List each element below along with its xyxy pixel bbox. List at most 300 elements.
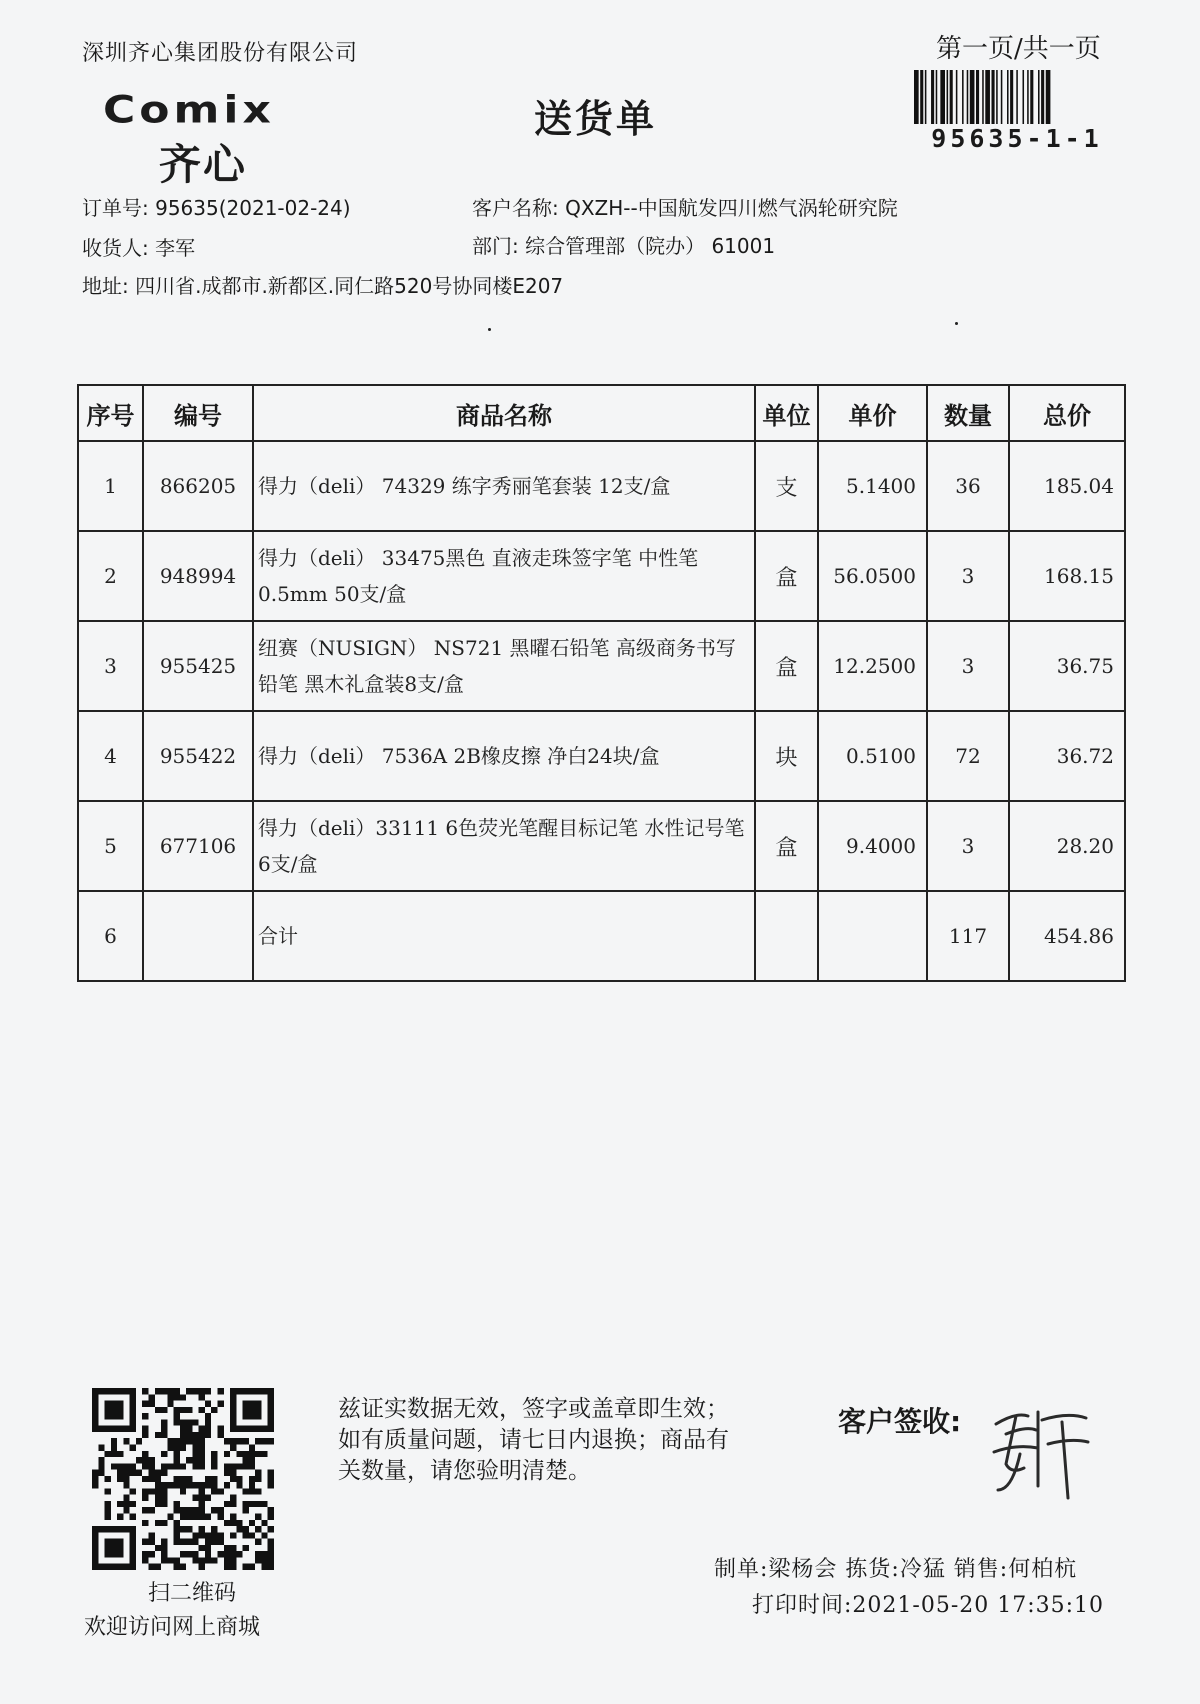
barcode-bar <box>1046 70 1051 124</box>
qr-module <box>148 1457 154 1463</box>
customer-signature-label: 客户签收: <box>838 1405 962 1438</box>
qr-module <box>111 1426 117 1432</box>
qr-module <box>111 1444 117 1450</box>
qr-module <box>180 1476 186 1482</box>
cell-total: 36.72 <box>1009 711 1125 801</box>
qr-module <box>199 1532 205 1538</box>
qr-module <box>268 1401 274 1407</box>
qr-module <box>105 1501 111 1507</box>
qr-module <box>130 1514 136 1520</box>
qr-caption-mall: 欢迎访问网上商城 <box>84 1615 261 1640</box>
qr-module <box>218 1388 224 1394</box>
qr-module <box>180 1564 186 1570</box>
qr-module <box>268 1539 274 1545</box>
header-unit: 单位 <box>755 385 818 441</box>
qr-module <box>148 1488 154 1494</box>
qr-module <box>186 1432 192 1438</box>
qr-module <box>130 1564 136 1570</box>
qr-module <box>230 1545 236 1551</box>
qr-module <box>243 1426 249 1432</box>
qr-module <box>123 1501 129 1507</box>
qr-module <box>199 1495 205 1501</box>
table-row-summary <box>78 891 1125 981</box>
qr-module <box>192 1419 198 1425</box>
qr-module <box>117 1413 123 1419</box>
qr-module <box>148 1470 154 1476</box>
qr-module <box>230 1557 236 1563</box>
qr-module <box>249 1388 255 1394</box>
address: 地址: 四川省.成都市.新都区.同仁路520号协同楼E207 <box>82 274 564 298</box>
qr-module <box>180 1419 186 1425</box>
qr-module <box>268 1507 274 1513</box>
cell-seq: 1 <box>78 441 143 531</box>
qr-module <box>105 1426 111 1432</box>
qr-module <box>268 1476 274 1482</box>
qr-module <box>167 1401 173 1407</box>
qr-module <box>205 1539 211 1545</box>
qr-module <box>261 1426 267 1432</box>
qr-module <box>211 1526 217 1532</box>
qr-module <box>205 1514 211 1520</box>
qr-module <box>230 1407 236 1413</box>
qr-module <box>199 1432 205 1438</box>
qr-module <box>218 1532 224 1538</box>
qr-module <box>111 1526 117 1532</box>
qr-module <box>255 1526 261 1532</box>
print-time: 打印时间:2021-05-20 17:35:10 <box>752 1593 1105 1618</box>
qr-module <box>142 1457 148 1463</box>
qr-module <box>148 1539 154 1545</box>
qr-module <box>230 1463 236 1469</box>
qr-module <box>268 1426 274 1432</box>
qr-module <box>268 1557 274 1563</box>
qr-module <box>117 1501 123 1507</box>
qr-module <box>199 1482 205 1488</box>
qr-module <box>192 1438 198 1444</box>
qr-module <box>111 1407 117 1413</box>
barcode-bar <box>925 70 927 124</box>
qr-module <box>261 1501 267 1507</box>
cell-total: 454.86 <box>1009 891 1125 981</box>
qr-module <box>111 1401 117 1407</box>
qr-module <box>255 1438 261 1444</box>
qr-module <box>243 1451 249 1457</box>
qr-module <box>123 1507 129 1513</box>
qr-module <box>180 1488 186 1494</box>
cell-code: 948994 <box>143 531 253 621</box>
barcode-bar <box>936 70 938 124</box>
qr-module <box>92 1476 98 1482</box>
qr-module <box>205 1482 211 1488</box>
cell-qty: 72 <box>927 711 1009 801</box>
qr-module <box>230 1394 236 1400</box>
qr-module <box>192 1482 198 1488</box>
cell-qty: 36 <box>927 441 1009 531</box>
qr-module <box>105 1388 111 1394</box>
qr-module <box>249 1451 255 1457</box>
qr-module <box>174 1520 180 1526</box>
qr-module <box>249 1482 255 1488</box>
qr-module <box>249 1501 255 1507</box>
qr-module <box>224 1551 230 1557</box>
qr-module <box>180 1507 186 1513</box>
qr-module <box>123 1388 129 1394</box>
qr-module <box>155 1564 161 1570</box>
qr-module <box>111 1463 117 1469</box>
qr-module <box>236 1451 242 1457</box>
barcode-bar <box>962 70 964 124</box>
qr-module <box>117 1388 123 1394</box>
qr-module <box>230 1564 236 1570</box>
qr-module <box>243 1413 249 1419</box>
qr-module <box>111 1539 117 1545</box>
qr-module <box>249 1520 255 1526</box>
qr-module <box>92 1426 98 1432</box>
qr-module <box>142 1451 148 1457</box>
qr-module <box>105 1401 111 1407</box>
department: 部门: 综合管理部（院办） 61001 <box>472 234 776 258</box>
qr-module <box>148 1401 154 1407</box>
qr-module <box>243 1545 249 1551</box>
qr-module <box>243 1501 249 1507</box>
qr-module <box>236 1438 242 1444</box>
qr-module <box>98 1526 104 1532</box>
qr-module <box>230 1520 236 1526</box>
qr-module <box>249 1532 255 1538</box>
cell-price: 5.1400 <box>818 441 927 531</box>
qr-module <box>211 1507 217 1513</box>
qr-module <box>161 1407 167 1413</box>
qr-module <box>174 1438 180 1444</box>
qr-module <box>155 1407 161 1413</box>
barcode-bar <box>1030 70 1033 124</box>
qr-module <box>199 1394 205 1400</box>
qr-module <box>224 1557 230 1563</box>
qr-module <box>111 1438 117 1444</box>
qr-module <box>230 1532 236 1538</box>
qr-module <box>218 1514 224 1520</box>
qr-module <box>224 1482 230 1488</box>
qr-module <box>199 1526 205 1532</box>
qr-module <box>186 1539 192 1545</box>
qr-module <box>243 1438 249 1444</box>
qr-module <box>243 1388 249 1394</box>
qr-module <box>105 1413 111 1419</box>
table-row <box>78 531 1125 621</box>
cell-total: 168.15 <box>1009 531 1125 621</box>
qr-module <box>155 1501 161 1507</box>
qr-module <box>192 1507 198 1513</box>
cell-price: 12.2500 <box>818 621 927 711</box>
qr-module <box>111 1545 117 1551</box>
qr-module <box>186 1426 192 1432</box>
qr-module <box>205 1495 211 1501</box>
barcode-bar <box>950 70 953 124</box>
qr-module <box>105 1488 111 1494</box>
cell-code <box>143 891 253 981</box>
qr-module <box>92 1470 98 1476</box>
qr-module <box>92 1413 98 1419</box>
qr-module <box>174 1526 180 1532</box>
cell-unit: 块 <box>755 711 818 801</box>
qr-module <box>92 1551 98 1557</box>
cell-total: 36.75 <box>1009 621 1125 711</box>
qr-module <box>180 1394 186 1400</box>
cell-name: 得力（deli） 33475黑色 直液走珠签字笔 中性笔 0.5mm 50支/盒 <box>253 531 755 621</box>
qr-module <box>192 1388 198 1394</box>
qr-module <box>92 1557 98 1563</box>
qr-module <box>243 1507 249 1513</box>
qr-module <box>192 1539 198 1545</box>
cell-total: 185.04 <box>1009 441 1125 531</box>
qr-module <box>130 1557 136 1563</box>
qr-module <box>92 1407 98 1413</box>
qr-module <box>218 1401 224 1407</box>
qr-module <box>236 1551 242 1557</box>
qr-module <box>180 1444 186 1450</box>
qr-module <box>142 1432 148 1438</box>
qr-module <box>98 1463 104 1469</box>
qr-module <box>155 1482 161 1488</box>
qr-module <box>249 1444 255 1450</box>
barcode-bar <box>1010 70 1013 124</box>
qr-module <box>130 1463 136 1469</box>
qr-module <box>230 1419 236 1425</box>
qr-module <box>186 1419 192 1425</box>
cell-name: 得力（deli）33111 6色荧光笔醒目标记笔 水性记号笔 6支/盒 <box>253 801 755 891</box>
barcode-bar <box>970 70 975 124</box>
cell-seq: 3 <box>78 621 143 711</box>
qr-module <box>167 1463 173 1469</box>
barcode-bar <box>967 70 969 124</box>
qr-module <box>161 1545 167 1551</box>
qr-module <box>186 1482 192 1488</box>
qr-module <box>92 1388 98 1394</box>
qr-module <box>261 1388 267 1394</box>
qr-module <box>236 1482 242 1488</box>
qr-module <box>205 1432 211 1438</box>
qr-module <box>117 1564 123 1570</box>
qr-module <box>92 1401 98 1407</box>
qr-module <box>117 1551 123 1557</box>
qr-module <box>243 1564 249 1570</box>
qr-module <box>130 1470 136 1476</box>
qr-module <box>167 1444 173 1450</box>
qr-module <box>249 1457 255 1463</box>
qr-module <box>199 1426 205 1432</box>
qr-module <box>205 1551 211 1557</box>
qr-module <box>148 1507 154 1513</box>
qr-module <box>268 1407 274 1413</box>
qr-module <box>261 1532 267 1538</box>
qr-module <box>249 1426 255 1432</box>
qr-module <box>192 1432 198 1438</box>
table-row <box>78 441 1125 531</box>
customer-name: 客户名称: QXZH--中国航发四川燃气涡轮研究院 <box>472 196 898 220</box>
barcode-bar <box>947 70 949 124</box>
qr-module <box>117 1476 123 1482</box>
qr-module <box>142 1401 148 1407</box>
qr-module <box>155 1488 161 1494</box>
barcode-bar <box>940 70 945 124</box>
qr-module <box>236 1388 242 1394</box>
qr-module <box>224 1501 230 1507</box>
qr-module <box>92 1482 98 1488</box>
qr-module <box>130 1501 136 1507</box>
qr-module <box>180 1426 186 1432</box>
qr-module <box>243 1532 249 1538</box>
qr-module <box>161 1432 167 1438</box>
receiver: 收货人: 李军 <box>82 236 196 260</box>
table-header-row <box>78 385 1125 441</box>
header-total: 总价 <box>1009 385 1125 441</box>
qr-module <box>205 1476 211 1482</box>
qr-module <box>236 1520 242 1526</box>
qr-module <box>161 1539 167 1545</box>
cell-unit: 盒 <box>755 801 818 891</box>
qr-module <box>117 1514 123 1520</box>
qr-module <box>218 1507 224 1513</box>
qr-module <box>199 1488 205 1494</box>
barcode-bar <box>976 70 979 124</box>
barcode-bar <box>956 70 958 124</box>
qr-module <box>199 1545 205 1551</box>
qr-module <box>230 1401 236 1407</box>
qr-module <box>230 1444 236 1450</box>
cell-price: 56.0500 <box>818 531 927 621</box>
qr-module <box>211 1407 217 1413</box>
qr-module <box>249 1488 255 1494</box>
barcode-bar <box>1027 70 1029 124</box>
qr-module <box>261 1438 267 1444</box>
qr-module <box>261 1451 267 1457</box>
qr-module <box>243 1457 249 1463</box>
qr-module <box>192 1463 198 1469</box>
qr-module <box>255 1476 261 1482</box>
qr-module <box>205 1532 211 1538</box>
qr-module <box>142 1413 148 1419</box>
cell-name: 纽赛（NUSIGN） NS721 黑曜石铅笔 高级商务书写铅笔 黑木礼盒装8支/盒 <box>253 621 755 711</box>
qr-module <box>230 1438 236 1444</box>
qr-module <box>268 1388 274 1394</box>
qr-module <box>111 1451 117 1457</box>
qr-module <box>192 1532 198 1538</box>
qr-module <box>224 1438 230 1444</box>
qr-module <box>117 1451 123 1457</box>
qr-module <box>211 1539 217 1545</box>
qr-module <box>268 1419 274 1425</box>
qr-module <box>148 1532 154 1538</box>
qr-module <box>98 1426 104 1432</box>
cell-name: 合计 <box>253 891 755 981</box>
qr-module <box>92 1532 98 1538</box>
qr-module <box>255 1470 261 1476</box>
header-price: 单价 <box>818 385 927 441</box>
barcode <box>912 70 1122 124</box>
qr-module <box>130 1551 136 1557</box>
qr-module <box>268 1551 274 1557</box>
qr-module <box>180 1407 186 1413</box>
qr-module <box>130 1526 136 1532</box>
qr-module <box>92 1545 98 1551</box>
qr-module <box>148 1394 154 1400</box>
header-name: 商品名称 <box>253 385 755 441</box>
qr-module <box>174 1557 180 1563</box>
cell-price <box>818 891 927 981</box>
qr-module <box>268 1545 274 1551</box>
qr-module <box>186 1551 192 1557</box>
qr-module <box>111 1564 117 1570</box>
qr-module <box>268 1514 274 1520</box>
qr-module <box>142 1426 148 1432</box>
qr-module <box>136 1438 142 1444</box>
qr-module <box>161 1419 167 1425</box>
qr-module <box>155 1388 161 1394</box>
qr-module <box>192 1557 198 1563</box>
qr-module <box>148 1564 154 1570</box>
page-info: 第一页/共一页 <box>936 34 1101 64</box>
barcode-bar <box>931 70 934 124</box>
qr-module <box>111 1413 117 1419</box>
qr-module <box>142 1488 148 1494</box>
qr-module <box>180 1482 186 1488</box>
barcode-bar <box>996 70 998 124</box>
qr-module <box>205 1401 211 1407</box>
qr-module <box>205 1419 211 1425</box>
cell-unit: 盒 <box>755 621 818 711</box>
qr-module <box>161 1482 167 1488</box>
qr-module <box>243 1463 249 1469</box>
qr-module <box>199 1407 205 1413</box>
qr-module <box>268 1526 274 1532</box>
qr-module <box>211 1557 217 1563</box>
qr-module <box>174 1476 180 1482</box>
barcode-bar <box>1007 70 1009 124</box>
qr-module <box>174 1419 180 1425</box>
qr-module <box>205 1426 211 1432</box>
qr-module <box>136 1470 142 1476</box>
items-table <box>77 384 1126 982</box>
qr-module <box>211 1532 217 1538</box>
qr-module <box>130 1407 136 1413</box>
qr-module <box>211 1488 217 1494</box>
qr-module <box>186 1476 192 1482</box>
cell-qty: 3 <box>927 621 1009 711</box>
qr-module <box>174 1539 180 1545</box>
qr-module <box>92 1419 98 1425</box>
qr-module <box>123 1476 129 1482</box>
barcode-bar <box>1001 70 1003 124</box>
qr-module <box>236 1526 242 1532</box>
cell-seq: 6 <box>78 891 143 981</box>
qr-module <box>205 1557 211 1563</box>
qr-module <box>161 1551 167 1557</box>
qr-module <box>142 1476 148 1482</box>
qr-module <box>117 1407 123 1413</box>
qr-module <box>105 1564 111 1570</box>
qr-module <box>180 1539 186 1545</box>
qr-module <box>105 1514 111 1520</box>
cell-seq: 4 <box>78 711 143 801</box>
staff-info: 制单:梁杨会 拣货:冷猛 销售:何柏杭 <box>714 1557 1078 1582</box>
qr-module <box>105 1407 111 1413</box>
logo-text-en: Comix <box>103 88 275 132</box>
qr-module <box>218 1539 224 1545</box>
qr-module <box>142 1557 148 1563</box>
qr-module <box>167 1557 173 1563</box>
qr-module <box>161 1470 167 1476</box>
qr-module <box>186 1507 192 1513</box>
